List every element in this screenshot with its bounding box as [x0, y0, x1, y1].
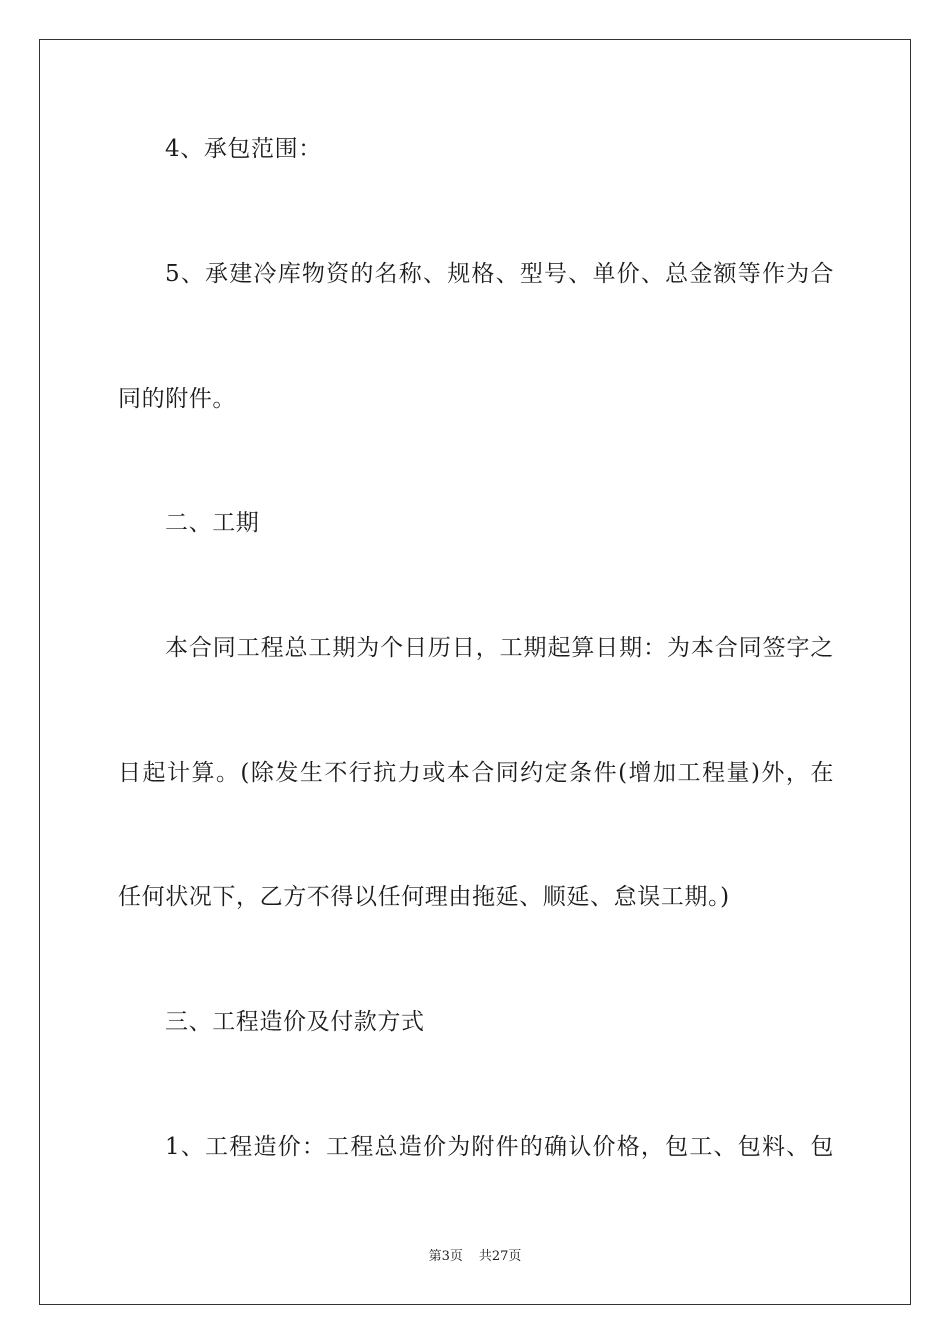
- page-border: [39, 39, 911, 1305]
- duration-paragraph-cont-1: 日起计算。(除发生不行抗力或本合同约定条件(增加工程量)外，在: [118, 760, 834, 786]
- clause-5-materials: 5、承建冷库物资的名称、规格、型号、单价、总金额等作为合: [165, 261, 834, 287]
- page-total: 共27页: [478, 1249, 522, 1264]
- page-footer: [0, 1248, 950, 1266]
- duration-paragraph-cont-2: 任何状况下，乙方不得以任何理由拖延、顺延、怠误工期。): [118, 884, 730, 910]
- section-2-heading: 二、工期: [165, 510, 260, 536]
- clause-5-materials-cont: 同的附件。: [118, 386, 236, 412]
- page-number: 第3页: [428, 1249, 463, 1264]
- clause-4-scope: 4、承包范围：: [165, 136, 322, 162]
- duration-paragraph: 本合同工程总工期为个日历日，工期起算日期：为本合同签字之: [165, 635, 834, 661]
- clause-1-price: 1、工程造价：工程总造价为附件的确认价格，包工、包料、包: [165, 1134, 834, 1160]
- section-3-heading: 三、工程造价及付款方式: [165, 1009, 425, 1035]
